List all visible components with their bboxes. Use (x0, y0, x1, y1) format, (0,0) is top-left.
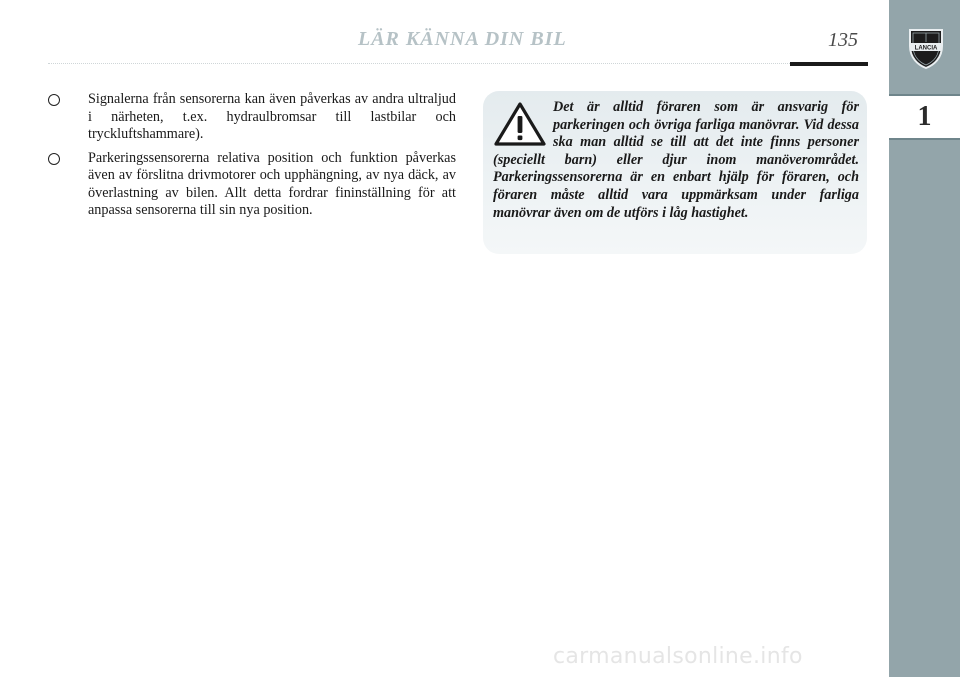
page-number: 135 (828, 29, 858, 51)
warning-triangle-icon (493, 101, 547, 147)
page-header-title: LÄR KÄNNA DIN BIL (358, 28, 567, 50)
bullet-text: Signalerna från sensorerna kan även påverkas av andra ultraljud i närheten, t.ex. hydraulbromsar till lastbilar och tryckluftshammare). (88, 91, 456, 142)
warning-text: Det är alltid föraren som är ansvarig för parkeringen och övriga farliga manövrar. Vid dessa ska man alltid se till att det inte finns personer (speciellt barn) eller djur inom manöverområdet. Parkeringssensorerna är en enbart hjälp för föraren, och föraren måste alltid vara uppmärksam under farliga manövrar även om de utförs i låg hastighet. (493, 99, 859, 221)
warning-box (483, 91, 867, 254)
bullet-text: Parkeringssensorerna relativa position och funktion påverkas även av förslitna drivmotorer och upphängning, av nya däck, av överlastning av bilen. Allt detta fordrar fininställning för att anpassa sensorerna till sin nya position. (88, 149, 456, 218)
bullet-list (48, 91, 456, 226)
circle-bullet-icon (48, 94, 60, 106)
watermark-text: carmanualsonline.info (553, 644, 803, 669)
list-item (48, 150, 456, 220)
chapter-number-box[interactable] (889, 94, 960, 140)
chapter-number: 1 (917, 101, 932, 132)
circle-bullet-icon (48, 153, 60, 165)
list-item (48, 91, 456, 144)
header-dark-rule (790, 62, 868, 66)
lancia-shield-icon (906, 26, 946, 70)
header-dotted-rule (48, 63, 860, 64)
logo-text: LANCIA (914, 45, 938, 52)
